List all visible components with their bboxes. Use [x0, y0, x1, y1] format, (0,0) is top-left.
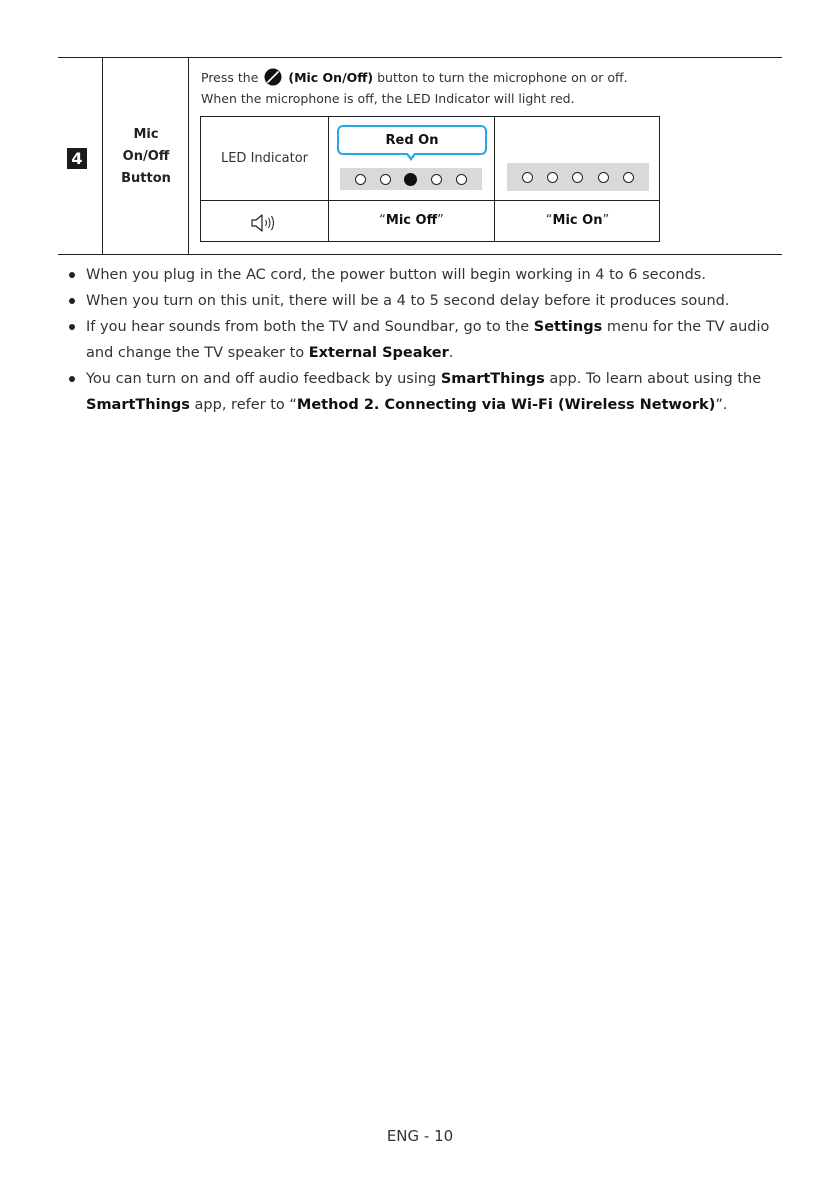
led-dot: [522, 172, 533, 183]
mic-off-voice-text: Mic Off: [385, 213, 438, 228]
external-speaker-term: External Speaker: [308, 345, 449, 361]
row-label: [103, 124, 189, 190]
mic-off-icon: [264, 68, 282, 86]
table-top-rule: [58, 57, 782, 58]
led-dot: [572, 172, 583, 183]
smartthings-term: SmartThings: [86, 397, 190, 413]
row-label-line: On/Off: [122, 149, 170, 164]
note-text: You can turn on and off audio feedback by using: [86, 371, 437, 387]
led-indicator-label: LED Indicator: [220, 151, 309, 166]
settings-term: Settings: [533, 319, 603, 335]
description-line-1: [201, 68, 628, 86]
callout-tail-inner: [407, 152, 415, 157]
red-on-callout: Red On: [337, 125, 487, 155]
led-dot: [547, 172, 558, 183]
led-table: [200, 116, 660, 242]
note-text: ”.: [715, 397, 728, 413]
led-bar-mic-on: [507, 163, 649, 191]
row-label-line: Mic: [133, 127, 159, 142]
list-item: [66, 288, 776, 314]
led-bar-mic-off: [340, 168, 482, 190]
list-item: [66, 366, 776, 418]
row-number-badge: 4: [67, 148, 87, 169]
led-dot: [380, 174, 391, 185]
desc-prefix: Press the: [201, 70, 259, 85]
smartthings-term: SmartThings: [440, 371, 545, 387]
note-text: app. To learn about using the: [549, 371, 762, 387]
led-dot: [355, 174, 366, 185]
note-text: menu for the TV audio and change the TV speaker to: [86, 319, 770, 361]
led-dot: [598, 172, 609, 183]
mic-on-voice-text: Mic On: [552, 213, 603, 228]
led-dot: [431, 174, 442, 185]
led-dot: [623, 172, 634, 183]
led-dot: [456, 174, 467, 185]
mic-off-voice: “Mic Off”: [379, 213, 444, 228]
description-line-2: When the microphone is off, the LED Indicator will light red.: [201, 91, 575, 106]
desc-bold: (Mic On/Off): [288, 70, 374, 85]
note-text: When you turn on this unit, there will be a 4 to 5 second delay before it produces sound.: [86, 293, 730, 309]
note-text: If you hear sounds from both the TV and Soundbar, go to the: [86, 319, 530, 335]
note-text: app, refer to “: [194, 397, 297, 413]
desc-suffix: button to turn the microphone on or off.: [377, 70, 628, 85]
mic-on-voice: “Mic On”: [545, 213, 610, 228]
list-item: [66, 262, 776, 288]
led-dot-lit: [404, 173, 417, 186]
note-text: .: [448, 345, 454, 361]
page-number: ENG - 10: [386, 1127, 454, 1145]
speaker-icon: [250, 212, 280, 234]
row-label-line: Button: [121, 171, 171, 186]
method-reference: Method 2. Connecting via Wi-Fi (Wireless Network): [296, 397, 716, 413]
note-text: When you plug in the AC cord, the power button will begin working in 4 to 6 seconds.: [86, 267, 706, 283]
led-table-row-divider: [201, 200, 659, 201]
table-bottom-rule: [58, 254, 782, 255]
notes-list: [66, 262, 776, 418]
list-item: [66, 314, 776, 366]
